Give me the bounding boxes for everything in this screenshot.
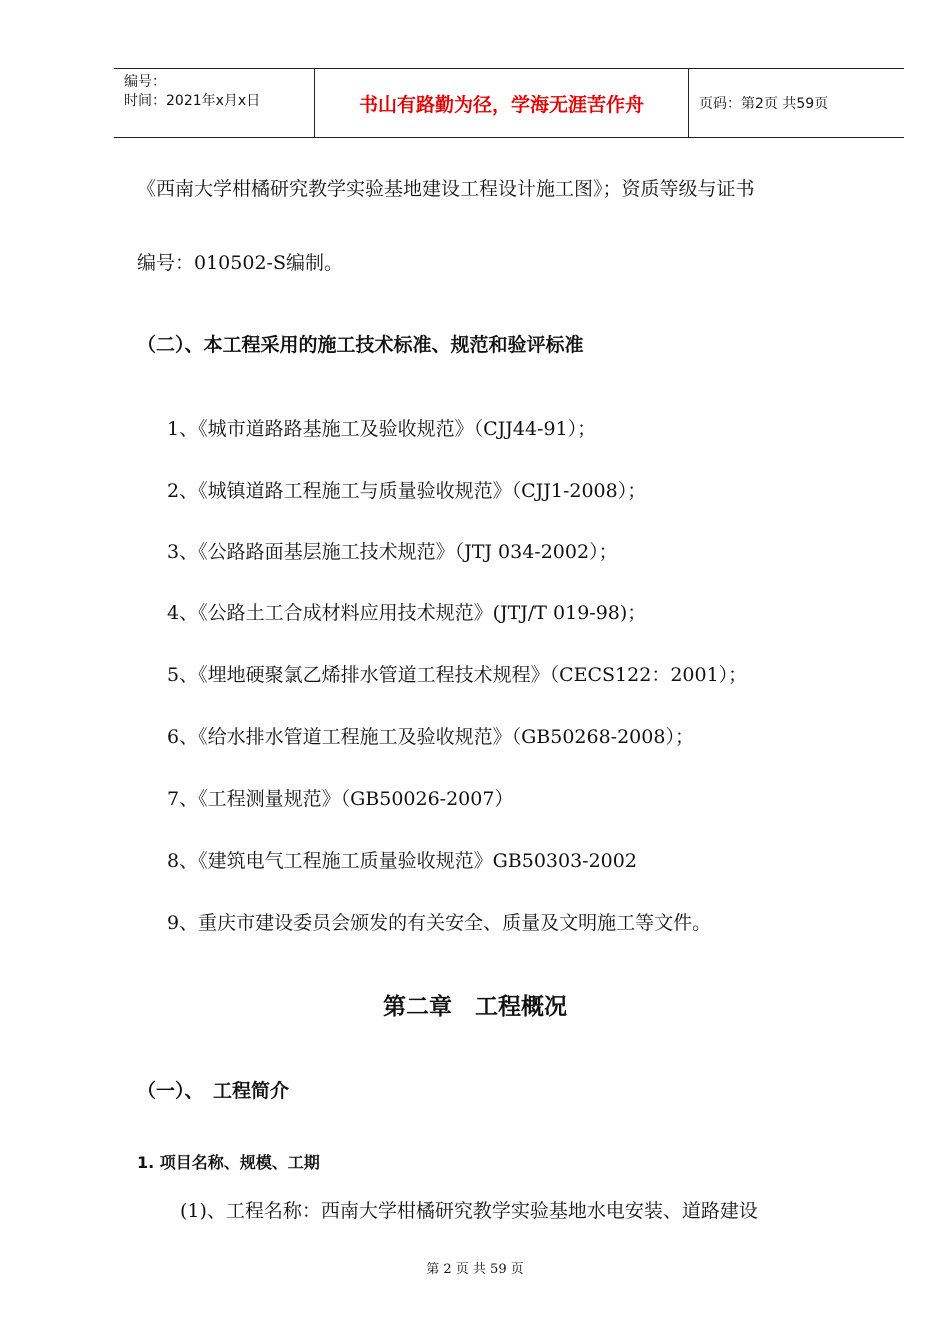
section-heading-standards: （二）、本工程采用的施工技术标准、规范和验评标准 [137,334,584,356]
standard-item: 9、重庆市建设委员会颁发的有关安全、质量及文明施工等文件。 [167,912,712,934]
project-name-line: (1)、工程名称：西南大学柑橘研究教学实验基地水电安装、道路建设 [180,1200,758,1222]
header-meta [114,69,315,137]
standard-item: 5、《埋地硬聚氯乙烯排水管道工程技术规程》（CECS122：2001）； [167,664,748,686]
sub-heading-project: 1. 项目名称、规模、工期 [137,1153,320,1172]
section-heading-overview: （一）、 工程简介 [137,1080,290,1102]
header-time-label: 时间：2021年x月x日 [124,93,261,109]
standard-item: 6、《给水排水管道工程施工及验收规范》（GB50268-2008）； [167,726,694,748]
page-header [114,68,904,138]
page-footer: 第 2 页 共 59 页 [426,1262,524,1277]
standard-item: 3、《公路路面基层施工技术规范》（JTJ 034-2002）； [167,541,618,563]
standard-item: 4、《公路土工合成材料应用技术规范》(JTJ/T 019-98)； [167,602,647,624]
paragraph-line-1: 《西南大学柑橘研究教学实验基地建设工程设计施工图》；资质等级与证书 [137,178,755,200]
standard-item: 2、《城镇道路工程施工与质量验收规范》（CJJ1-2008）； [167,480,647,502]
header-motto: 书山有路勤为径，学海无涯苦作舟 [315,69,689,137]
standard-item: 8、《建筑电气工程施工质量验收规范》GB50303-2002 [167,850,637,872]
standard-item: 1、《城市道路路基施工及验收规范》（CJJ44-91）； [167,418,597,440]
header-page-label: 页码：第2页 共59页 [699,96,829,112]
chapter-title: 第二章 工程概况 [383,994,567,1020]
standard-item: 7、《工程测量规范》（GB50026-2007） [167,788,514,810]
paragraph-line-2: 编号：010502-S编制。 [137,252,343,274]
header-number-label: 编号： [124,74,166,90]
